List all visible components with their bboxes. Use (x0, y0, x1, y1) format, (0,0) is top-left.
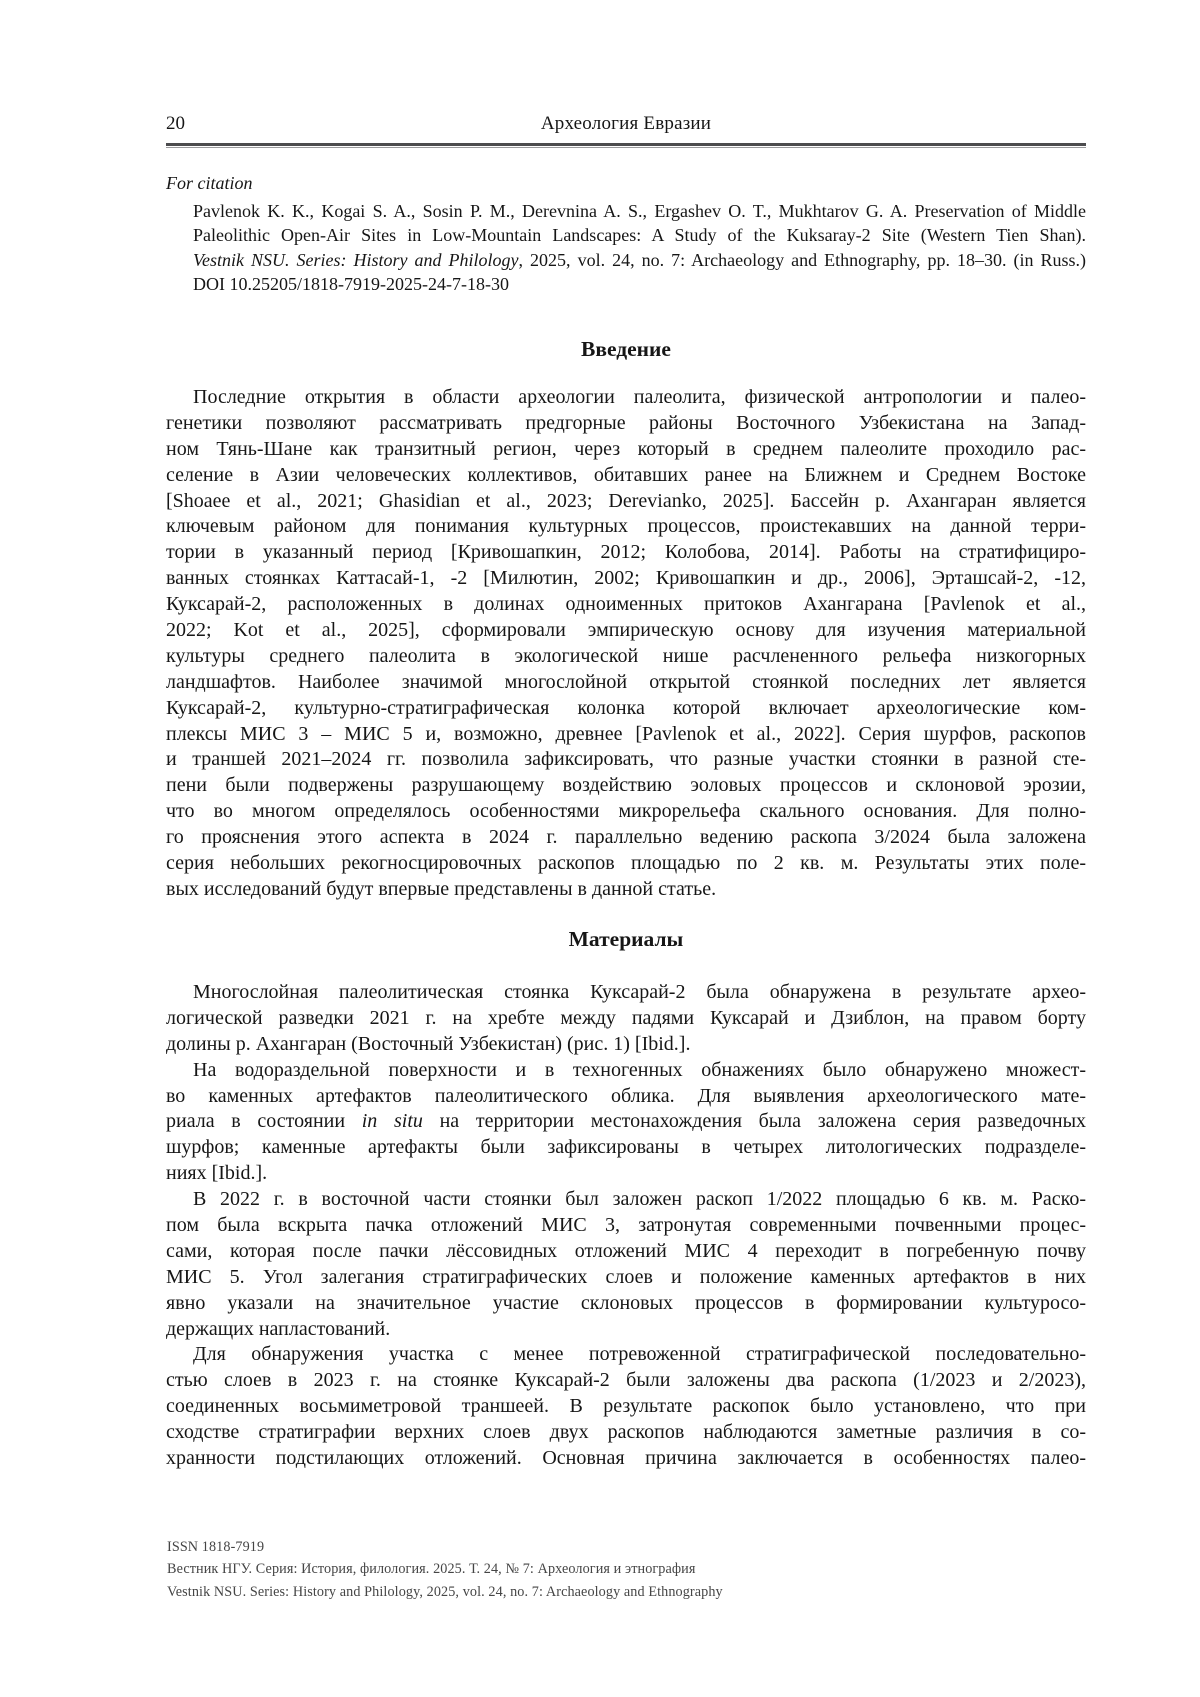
header-rule (166, 143, 1086, 148)
text-line: плексы МИС 3 – МИС 5 и, возможно, древнее [Pavlenok et al., 2022]. Серия шурфов, раскопов (166, 722, 1086, 745)
materials-paragraph-3 (166, 1187, 1086, 1342)
text-line: что во многом определялось особенностями микрорельефа скального основания. Для полно- (166, 800, 1086, 823)
text-line: Многослойная палеолитическая стоянка Куксарай-2 была обнаружена в результате архео- (193, 981, 1086, 1003)
text-line: Последние открытия в области археологии палеолита, физической антропологии и палео- (193, 386, 1086, 408)
text-line: явно указали на значительное участие склоновых процессов в формировании культуросо- (166, 1291, 1086, 1314)
text-line: пом была вскрыта пачка отложений МИС 3, затронутая современными почвенными процес- (166, 1214, 1086, 1237)
page-number: 20 (166, 113, 185, 134)
text-line: генетики позволяют рассматривать предгорные районы Восточного Узбекистана на Запад- (166, 411, 1086, 434)
text-line: Vestnik NSU. Series: History and Philology, 2025, vol. 24, no. 7: Archaeology and Ethnography, pp. 18–30. (in Russ.) (193, 249, 1086, 270)
text-line: сходстве стратиграфии верхних слоев двух раскопов наблюдаются заметные различия в со- (166, 1421, 1086, 1444)
materials-paragraph-4 (166, 1342, 1086, 1471)
text-line: хранности подстилающих отложений. Основная причина заключается в особенностях палео- (166, 1447, 1086, 1470)
text-line: ниях [Ibid.]. (166, 1162, 268, 1185)
citation-label: For citation (166, 173, 253, 193)
footer-issn: ISSN 1818-7919 (167, 1539, 265, 1555)
text-line: стью слоев в 2023 г. на стоянке Куксарай-2 были заложены два раскопа (1/2023 и 2/2023), (166, 1369, 1086, 1392)
text-line: В 2022 г. в восточной части стоянки был заложен раскоп 1/2022 площадью 6 кв. м. Раско- (193, 1188, 1086, 1211)
text-line: Куксарай-2, культурно-стратиграфическая колонка которой включает археологические ком- (166, 696, 1086, 719)
materials-paragraph-1 (166, 980, 1086, 1058)
header-rule-thin-line (166, 147, 1086, 148)
text-line: ванных стоянках Каттасай-1, -2 [Милютин, 2002; Кривошапкин и др., 2006], Эрташсай-2, -12, (166, 567, 1086, 590)
citation-block (166, 171, 1086, 297)
text-line: вых исследований будут впервые представлены в данной статье. (166, 877, 717, 900)
text-line: Куксарай-2, расположенных в долинах одноименных притоков Ахангарана [Pavlenok et al., (166, 593, 1086, 616)
text-line: Paleolithic Open-Air Sites in Low-Mountain Landscapes: A Study of the Kuksaray-2 Site (Western Tien Shan). (193, 225, 1086, 246)
text-line: Pavlenok K. K., Kogai S. A., Sosin P. M., Derevnina A. S., Ergashev O. T., Mukhtarov G. A. Preservation of Middle (193, 201, 1086, 221)
text-line: МИС 5. Угол залегания стратиграфических слоев и положение каменных артефактов в них (166, 1265, 1086, 1288)
text-line: и траншей 2021–2024 гг. позволила зафиксировать, что разные участки стоянки в разной сте- (166, 748, 1086, 771)
materials-paragraph-2 (166, 1058, 1086, 1187)
introduction-paragraph (166, 385, 1086, 903)
text-line: На водораздельной поверхности и в техногенных обнажениях было обнаружено множест- (193, 1058, 1086, 1081)
text-line: пени были подвержены разрушающему воздействию эоловых процессов и склоновой эрозии, (166, 774, 1086, 797)
text-line: сами, которая после пачки лёссовидных отложений МИС 4 переходит в погребенную почву (166, 1239, 1086, 1262)
text-line: риала в состоянии in situ на территории местонахождения была заложена серия разведочных (166, 1110, 1086, 1133)
header-rule-thick-line (166, 143, 1086, 146)
text-line: тории в указанный период [Кривошапкин, 2012; Колобова, 2014]. Работы на стратифициро- (166, 541, 1086, 564)
citation-text (193, 199, 1086, 297)
text-line: ном Тянь-Шане как транзитный регион, через который в среднем палеолите проходило рас- (166, 437, 1086, 460)
section-heading-materials: Материалы (568, 927, 684, 951)
text-line: логической разведки 2021 г. на хребте между падями Куксарай и Дзиблон, на правом борту (166, 1006, 1086, 1029)
text-line: [Shoaee et al., 2021; Ghasidian et al., 2023; Derevianko, 2025]. Бассейн р. Ахангаран является (166, 489, 1086, 512)
section-heading-introduction: Введение (581, 337, 671, 361)
materials-section (166, 980, 1086, 1472)
text-line: 2022; Kot et al., 2025], сформировали эмпирическую основу для изучения материальной (166, 619, 1086, 642)
text-line: ландшафтов. Наиболее значимой многослойной открытой стоянкой последних лет является (166, 670, 1086, 693)
text-line: ключевым районом для понимания культурных процессов, проистекавших на данной терри- (166, 515, 1086, 538)
page-footer (167, 1536, 723, 1603)
text-line: DOI 10.25205/1818-7919-2025-24-7-18-30 (193, 274, 509, 295)
text-line: Для обнаружения участка с менее потревоженной стратиграфической последовательно- (193, 1343, 1086, 1366)
text-line: го прояснения этого аспекта в 2024 г. параллельно ведению раскопа 3/2024 была заложена (166, 826, 1086, 849)
text-line: соединенных восьмиметровой траншеей. В результате раскопок было установлено, что при (166, 1395, 1086, 1418)
page-header (166, 111, 1086, 137)
text-line: шурфов; каменные артефакты были зафиксированы в четырех литологических подразделе- (166, 1136, 1086, 1159)
text-line: долины р. Ахангаран (Восточный Узбекистан) (рис. 1) [Ibid.]. (166, 1032, 691, 1055)
text-line: во каменных артефактов палеолитического облика. Для выявления археологического мате- (166, 1084, 1086, 1107)
footer-journal-en: Vestnik NSU. Series: History and Philology, 2025, vol. 24, no. 7: Archaeology and Ethnography (167, 1583, 723, 1600)
text-line: культуры среднего палеолита в экологической нише расчлененного рельефа низкогорных (166, 644, 1086, 667)
text-line: держащих напластований. (166, 1317, 391, 1340)
running-title: Археология Евразии (540, 113, 712, 134)
footer-journal-ru: Вестник НГУ. Серия: История, филология. 2025. Т. 24, № 7: Археология и этнография (167, 1561, 696, 1578)
text-line: селение в Азии человеческих коллективов, обитавших ранее на Ближнем и Среднем Востоке (166, 463, 1086, 486)
text-line: серия небольших рекогносцировочных раскопов площадью по 2 кв. м. Результаты этих поле- (166, 852, 1086, 875)
